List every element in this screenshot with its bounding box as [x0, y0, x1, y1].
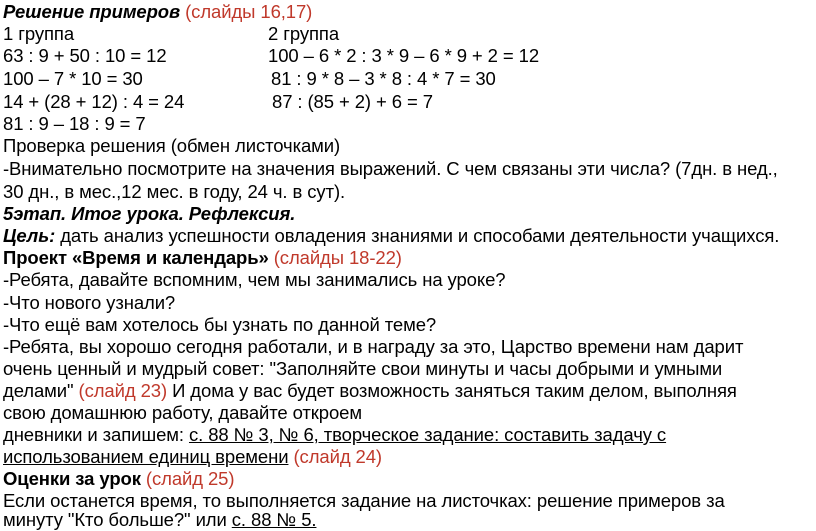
grades-heading: [3, 467, 234, 490]
extra-assignment: с. 88 № 5.: [231, 509, 317, 530]
text-line: 30 дн., в мес.,12 мес. в году, 24 ч. в сут).: [3, 181, 346, 202]
example-row-3: [3, 90, 433, 113]
text-line: -Внимательно посмотрите на значения выражений. С чем связаны эти числа? (7дн. в нед.,: [3, 158, 778, 179]
extra-task-line: [3, 508, 316, 531]
group-1-example: 81 : 9 – 18 : 9 = 7: [3, 113, 146, 134]
text-line: -Ребята, вы хорошо сегодня работали, и в награду за это, Царство времени нам дарит: [3, 336, 744, 357]
slide-reference: (слайды 18-22): [268, 247, 402, 268]
text-line: -Ребята, давайте вспомним, чем мы занимались на уроке?: [3, 269, 506, 290]
text-fragment: делами": [3, 380, 79, 401]
text-line: свою домашнюю работу, давайте откроем: [3, 402, 362, 423]
heading-text: Решение примеров: [3, 1, 181, 22]
group-1-label: 1 группа: [3, 23, 75, 44]
group-2-example: 87 : (85 + 2) + 6 = 7: [272, 91, 433, 112]
text-fragment: И дома у вас будет возможность заняться таким делом, выполняя: [167, 380, 737, 401]
project-heading: [3, 246, 402, 269]
slide-reference: (слайды 16,17): [180, 1, 313, 22]
goal-label: Цель:: [3, 225, 56, 246]
text-line: Проверка решения (обмен листочками): [3, 135, 341, 156]
homework-line: [3, 423, 666, 446]
group-2-example: 100 – 6 * 2 : 3 * 9 – 6 * 9 + 2 = 12: [268, 45, 540, 66]
goal-line: [3, 224, 779, 247]
example-row-2: [3, 67, 496, 90]
group-headers: [3, 22, 340, 45]
group-1-example: 63 : 9 + 50 : 10 = 12: [3, 45, 167, 66]
stage-heading: 5этап. Итог урока. Рефлексия.: [3, 203, 296, 224]
slide-reference: (слайд 23): [78, 380, 168, 401]
text-line-with-ref: [3, 379, 737, 402]
homework-assignment: использованием единиц времени: [3, 446, 289, 467]
text-line: очень ценный и мудрый совет: "Заполняйте свои минуты и часы добрыми и умными: [3, 358, 723, 379]
slide-reference: (слайд 24): [288, 446, 382, 467]
goal-text: дать анализ успешности овладения знаниями и способами деятельности учащихся.: [55, 225, 780, 246]
homework-assignment: с. 88 № 3, № 6, творческое задание: составить задачу с: [188, 424, 667, 445]
text-line: Если останется время, то выполняется задание на листочках: решение примеров за: [3, 490, 725, 511]
homework-line-cont: [3, 445, 382, 468]
group-1-example: 14 + (28 + 12) : 4 = 24: [3, 91, 185, 112]
group-2-label: 2 группа: [268, 23, 340, 44]
section-heading-examples: [3, 0, 312, 23]
text-line: -Что ещё вам хотелось бы узнать по данной теме?: [3, 314, 437, 335]
group-2-example: 81 : 9 * 8 – 3 * 8 : 4 * 7 = 30: [271, 68, 496, 89]
grades-title: Оценки за урок: [3, 468, 141, 489]
group-1-example: 100 – 7 * 10 = 30: [3, 68, 143, 89]
project-title: Проект «Время и календарь»: [3, 247, 269, 268]
text-fragment: минуту "Кто больше?" или: [3, 509, 232, 530]
text-line: -Что нового узнали?: [3, 292, 176, 313]
slide-reference: (слайд 25): [140, 468, 235, 489]
example-row-4: [3, 112, 146, 135]
text-fragment: дневники и запишем:: [3, 424, 189, 445]
example-row-1: [3, 44, 540, 67]
